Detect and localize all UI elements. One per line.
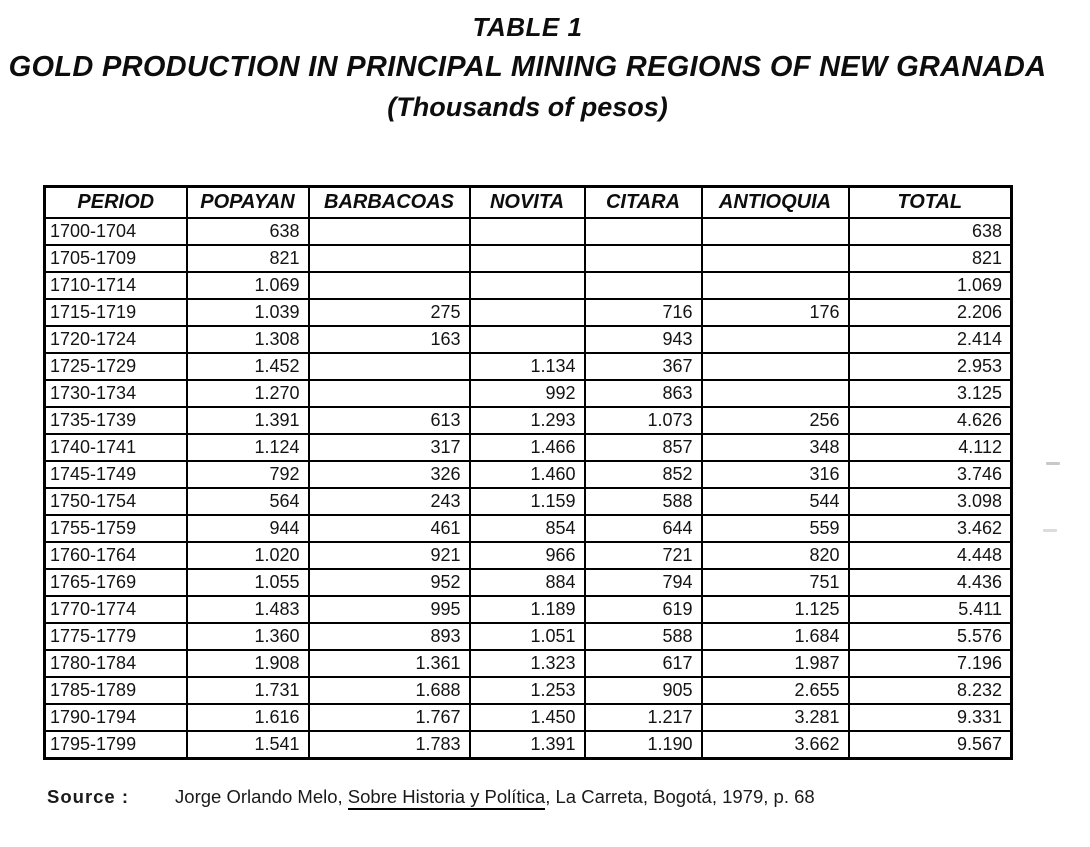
value-cell: 1.124: [187, 434, 309, 461]
value-cell: 8.232: [849, 677, 1012, 704]
table-row: [45, 650, 1012, 677]
value-cell: 4.436: [849, 569, 1012, 596]
value-cell: 852: [585, 461, 702, 488]
value-cell: 1.783: [309, 731, 470, 759]
period-cell: 1750-1754: [45, 488, 187, 515]
table-row: [45, 245, 1012, 272]
table-title: GOLD PRODUCTION IN PRINCIPAL MINING REGIONS OF NEW GRANADA: [8, 51, 1047, 83]
value-cell: 1.361: [309, 650, 470, 677]
value-cell: 854: [470, 515, 585, 542]
value-cell: 992: [470, 380, 585, 407]
table-header-row: [45, 187, 1012, 219]
value-cell: [585, 218, 702, 245]
value-cell: 1.731: [187, 677, 309, 704]
gold-production-table: [43, 185, 1013, 760]
scan-artifact-dash: [1043, 529, 1057, 532]
value-cell: [309, 353, 470, 380]
table-row: [45, 623, 1012, 650]
source-text-before: Jorge Orlando Melo,: [175, 786, 348, 807]
value-cell: 7.196: [849, 650, 1012, 677]
value-cell: 1.020: [187, 542, 309, 569]
value-cell: 4.626: [849, 407, 1012, 434]
source-book-title: Sobre Historia y Política: [348, 786, 545, 810]
value-cell: 243: [309, 488, 470, 515]
value-cell: 1.767: [309, 704, 470, 731]
value-cell: 9.567: [849, 731, 1012, 759]
value-cell: 2.206: [849, 299, 1012, 326]
value-cell: 617: [585, 650, 702, 677]
value-cell: 2.655: [702, 677, 849, 704]
value-cell: [309, 245, 470, 272]
value-cell: 921: [309, 542, 470, 569]
value-cell: 857: [585, 434, 702, 461]
source-citation: [47, 786, 815, 808]
value-cell: 1.452: [187, 353, 309, 380]
period-cell: 1725-1729: [45, 353, 187, 380]
value-cell: 1.189: [470, 596, 585, 623]
table-row: [45, 299, 1012, 326]
period-cell: 1710-1714: [45, 272, 187, 299]
value-cell: 1.073: [585, 407, 702, 434]
value-cell: 863: [585, 380, 702, 407]
value-cell: 1.159: [470, 488, 585, 515]
value-cell: 4.448: [849, 542, 1012, 569]
value-cell: 5.576: [849, 623, 1012, 650]
value-cell: [702, 218, 849, 245]
document-title-block: [0, 12, 1055, 123]
value-cell: [585, 245, 702, 272]
value-cell: 5.411: [849, 596, 1012, 623]
value-cell: 1.616: [187, 704, 309, 731]
period-cell: 1790-1794: [45, 704, 187, 731]
value-cell: 716: [585, 299, 702, 326]
value-cell: 1.466: [470, 434, 585, 461]
value-cell: 952: [309, 569, 470, 596]
value-cell: 348: [702, 434, 849, 461]
value-cell: 316: [702, 461, 849, 488]
value-cell: 275: [309, 299, 470, 326]
value-cell: 163: [309, 326, 470, 353]
value-cell: 1.039: [187, 299, 309, 326]
value-cell: 820: [702, 542, 849, 569]
value-cell: 638: [187, 218, 309, 245]
value-cell: [309, 218, 470, 245]
value-cell: [702, 245, 849, 272]
value-cell: 3.281: [702, 704, 849, 731]
value-cell: 1.391: [470, 731, 585, 759]
value-cell: 256: [702, 407, 849, 434]
table-row: [45, 434, 1012, 461]
value-cell: [470, 326, 585, 353]
value-cell: 564: [187, 488, 309, 515]
value-cell: 1.217: [585, 704, 702, 731]
source-text-after: , La Carreta, Bogotá, 1979, p. 68: [545, 786, 815, 807]
period-cell: 1755-1759: [45, 515, 187, 542]
table-row: [45, 704, 1012, 731]
period-cell: 1795-1799: [45, 731, 187, 759]
value-cell: 893: [309, 623, 470, 650]
value-cell: 3.125: [849, 380, 1012, 407]
value-cell: 751: [702, 569, 849, 596]
value-cell: 794: [585, 569, 702, 596]
value-cell: 821: [187, 245, 309, 272]
value-cell: 1.323: [470, 650, 585, 677]
table-row: [45, 272, 1012, 299]
value-cell: 884: [470, 569, 585, 596]
value-cell: 943: [585, 326, 702, 353]
table-row: [45, 569, 1012, 596]
value-cell: 644: [585, 515, 702, 542]
value-cell: 821: [849, 245, 1012, 272]
period-cell: 1700-1704: [45, 218, 187, 245]
table-row: [45, 218, 1012, 245]
table-row: [45, 677, 1012, 704]
value-cell: [470, 218, 585, 245]
value-cell: 3.098: [849, 488, 1012, 515]
table-row: [45, 461, 1012, 488]
period-cell: 1785-1789: [45, 677, 187, 704]
value-cell: [470, 299, 585, 326]
table-row: [45, 596, 1012, 623]
value-cell: 995: [309, 596, 470, 623]
value-cell: 1.684: [702, 623, 849, 650]
table-number-heading: TABLE 1: [472, 12, 583, 42]
scan-artifact-dash: [1046, 462, 1060, 465]
value-cell: 1.483: [187, 596, 309, 623]
value-cell: 1.391: [187, 407, 309, 434]
value-cell: 1.253: [470, 677, 585, 704]
table-row: [45, 407, 1012, 434]
table-row: [45, 326, 1012, 353]
value-cell: 9.331: [849, 704, 1012, 731]
value-cell: 2.953: [849, 353, 1012, 380]
period-cell: 1735-1739: [45, 407, 187, 434]
value-cell: 588: [585, 488, 702, 515]
table-row: [45, 488, 1012, 515]
value-cell: 1.541: [187, 731, 309, 759]
value-cell: 944: [187, 515, 309, 542]
period-cell: 1775-1779: [45, 623, 187, 650]
value-cell: 1.270: [187, 380, 309, 407]
value-cell: 4.112: [849, 434, 1012, 461]
period-cell: 1715-1719: [45, 299, 187, 326]
value-cell: 1.190: [585, 731, 702, 759]
value-cell: [702, 326, 849, 353]
table-row: [45, 731, 1012, 759]
table-row: [45, 380, 1012, 407]
column-header-novita: NOVITA: [470, 187, 585, 219]
period-cell: 1730-1734: [45, 380, 187, 407]
source-label: Source :: [47, 786, 130, 807]
value-cell: 1.450: [470, 704, 585, 731]
value-cell: 461: [309, 515, 470, 542]
value-cell: 1.293: [470, 407, 585, 434]
period-cell: 1740-1741: [45, 434, 187, 461]
value-cell: 559: [702, 515, 849, 542]
value-cell: 1.069: [187, 272, 309, 299]
value-cell: 317: [309, 434, 470, 461]
period-cell: 1720-1724: [45, 326, 187, 353]
value-cell: 3.462: [849, 515, 1012, 542]
column-header-barbacoas: BARBACOAS: [309, 187, 470, 219]
table-row: [45, 542, 1012, 569]
value-cell: [309, 380, 470, 407]
value-cell: 638: [849, 218, 1012, 245]
value-cell: [702, 353, 849, 380]
column-header-popayan: POPAYAN: [187, 187, 309, 219]
value-cell: 792: [187, 461, 309, 488]
value-cell: [470, 245, 585, 272]
value-cell: 1.051: [470, 623, 585, 650]
column-header-period: PERIOD: [45, 187, 187, 219]
value-cell: 3.662: [702, 731, 849, 759]
value-cell: 326: [309, 461, 470, 488]
value-cell: 1.460: [470, 461, 585, 488]
value-cell: 619: [585, 596, 702, 623]
table-row: [45, 353, 1012, 380]
period-cell: 1765-1769: [45, 569, 187, 596]
value-cell: 588: [585, 623, 702, 650]
value-cell: 1.688: [309, 677, 470, 704]
period-cell: 1705-1709: [45, 245, 187, 272]
value-cell: 613: [309, 407, 470, 434]
value-cell: 2.414: [849, 326, 1012, 353]
value-cell: 1.055: [187, 569, 309, 596]
value-cell: 1.360: [187, 623, 309, 650]
value-cell: 966: [470, 542, 585, 569]
period-cell: 1745-1749: [45, 461, 187, 488]
value-cell: 3.746: [849, 461, 1012, 488]
value-cell: [585, 272, 702, 299]
column-header-antioquia: ANTIOQUIA: [702, 187, 849, 219]
value-cell: 1.308: [187, 326, 309, 353]
value-cell: [309, 272, 470, 299]
value-cell: 176: [702, 299, 849, 326]
column-header-citara: CITARA: [585, 187, 702, 219]
value-cell: 1.908: [187, 650, 309, 677]
value-cell: [702, 380, 849, 407]
value-cell: 1.125: [702, 596, 849, 623]
period-cell: 1780-1784: [45, 650, 187, 677]
value-cell: 1.069: [849, 272, 1012, 299]
value-cell: [702, 272, 849, 299]
value-cell: 721: [585, 542, 702, 569]
period-cell: 1770-1774: [45, 596, 187, 623]
value-cell: [470, 272, 585, 299]
value-cell: 367: [585, 353, 702, 380]
table-row: [45, 515, 1012, 542]
table-subtitle-units: (Thousands of pesos): [387, 92, 668, 122]
value-cell: 1.134: [470, 353, 585, 380]
value-cell: 1.987: [702, 650, 849, 677]
value-cell: 544: [702, 488, 849, 515]
value-cell: 905: [585, 677, 702, 704]
period-cell: 1760-1764: [45, 542, 187, 569]
column-header-total: TOTAL: [849, 187, 1012, 219]
